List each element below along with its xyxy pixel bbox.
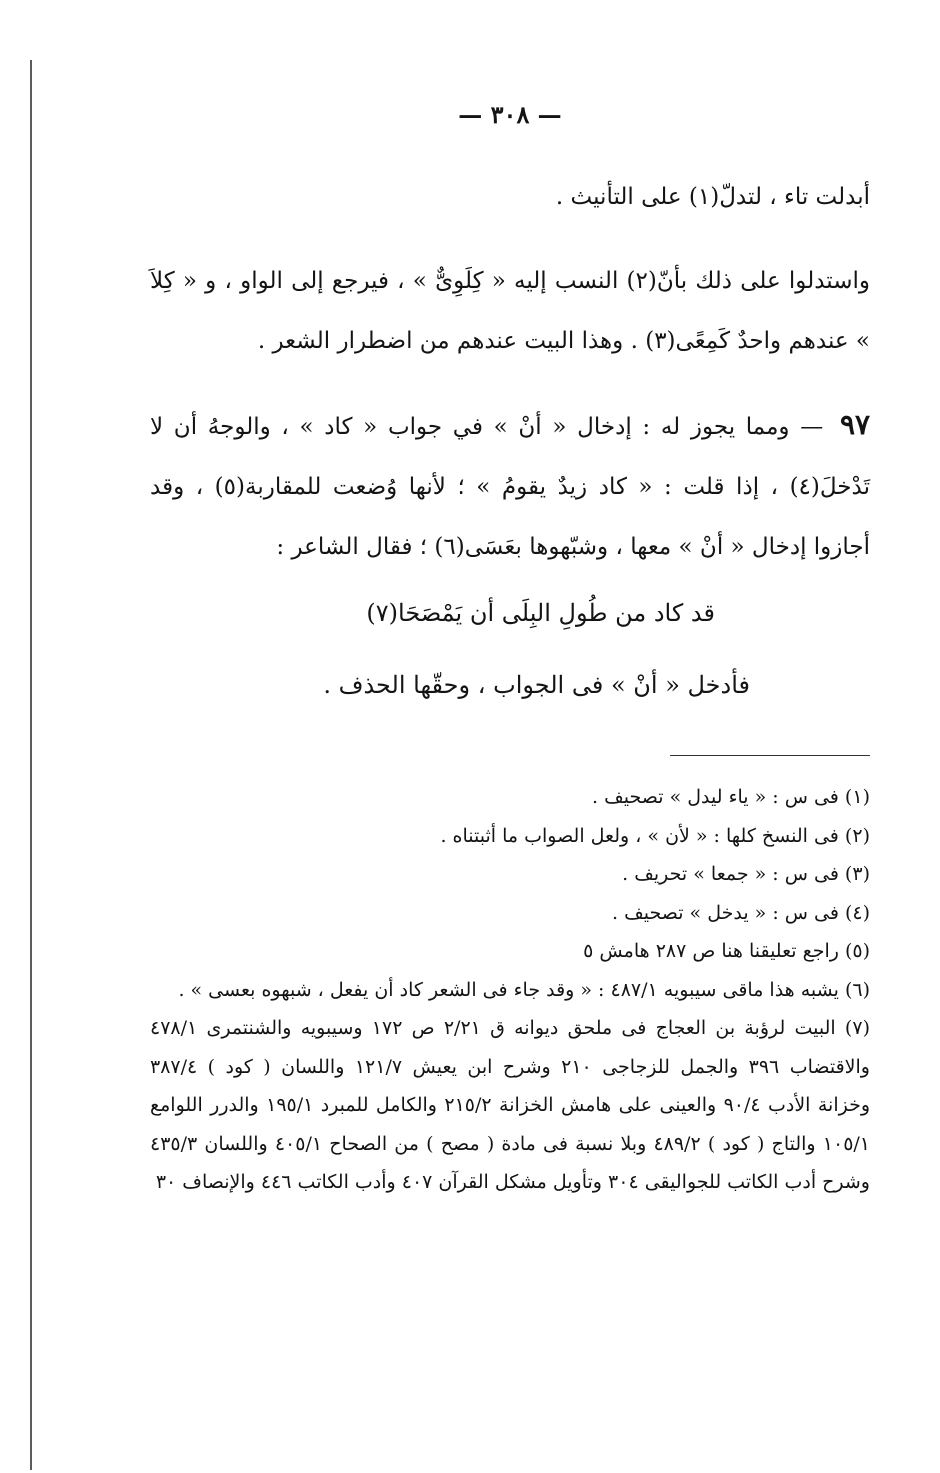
footnote-2: (٢) فى النسخ كلها : « لأن » ، ولعل الصواب ما أثبتناه . xyxy=(440,824,870,847)
poetry-verse: قد كاد من طُولِ البِلَى أن يَمْصَحَا(٧) xyxy=(366,599,715,627)
footnote-4: (٤) فى س : « يدخل » تصحيف . xyxy=(612,901,870,924)
paragraph-nisba: واستدلوا على ذلك بأنّ(٢) النسب إليه « كِلَوِىٌّ » ، فيرجع إلى الواو ، و « كِلاَ » عندهم واحدٌ كَمِعًى(٣) . وهذا البيت عندهم من اضطرار الشعر . xyxy=(150,268,870,354)
book-page xyxy=(150,100,870,1202)
paragraph-tanith: أبدلت تاء ، لتدلّ(١) على التأنيث . xyxy=(555,184,870,210)
footnote-5: (٥) راجع تعليقنا هنا ص ٢٨٧ هامش ٥ xyxy=(583,940,870,962)
footnote-6: (٦) يشبه هذا ماقى سيبويه ٤٨٧/١ : « وقد جاء فى الشعر كاد أن يفعل ، شبهوه بعسى » . xyxy=(178,978,870,1001)
footnote-1: (١) فى س : « ياء ليدل » تصحيف . xyxy=(592,786,870,808)
footnote-7: (٧) البيت لرؤبة بن العجاج فى ملحق ديوانه ق ٢/٢١ ص ١٧٢ وسيبويه والشنتمرى ٤٧٨/١ والاقتضاب ٣٩٦ والجمل للزجاجى ٢١٠ وشرح ابن يعيش ١٢١/٧ واللسان ( كود ) ٣٨٧/٤ وخزانة الأدب ٩٠/٤ والعينى على هامش الخزانة ٢١٥/٢ والكامل للمبرد ١٩٥/١ والدرر اللوامع ١٠٥/١ والتاج ( كود ) ٤٨٩/٢ وبلا نسبة فى مادة ( مصح ) من الصحاح ٤٠٥/١ واللسان ٤٣٥/٣ وشرح أدب الكاتب للجواليقى ٣٠٤ وتأويل مشكل القرآن ٤٠٧ وأدب الكاتب ٤٤٦ والإنصاف ٣٠ xyxy=(150,1017,871,1193)
footnote-3: (٣) فى س : « جمعا » تحريف . xyxy=(622,863,870,885)
section-number: ٩٧ xyxy=(839,408,871,441)
page-number: — ٣٠٨ — xyxy=(458,100,562,129)
paragraph-kada xyxy=(150,395,870,577)
footnote-separator xyxy=(670,755,870,756)
paragraph-conclusion: فأدخل « أنْ » فى الجواب ، وحقّها الحذف . xyxy=(323,671,750,699)
section-text: — ومما يجوز له : إدخال « أنْ » في جواب « كاد » ، والوجهُ أن لا تَدْخلَ(٤) ، إذا قلت : « كاد زيدٌ يقومُ » ؛ لأنها وُضعت للمقاربة(٥) ، وقد أجازوا إدخال « أنْ » معها ، وشبّهوها بعَسَى(٦) ؛ فقال الشاعر : xyxy=(150,414,870,560)
footnotes xyxy=(150,778,870,1202)
book-spine-edge xyxy=(30,60,35,1470)
